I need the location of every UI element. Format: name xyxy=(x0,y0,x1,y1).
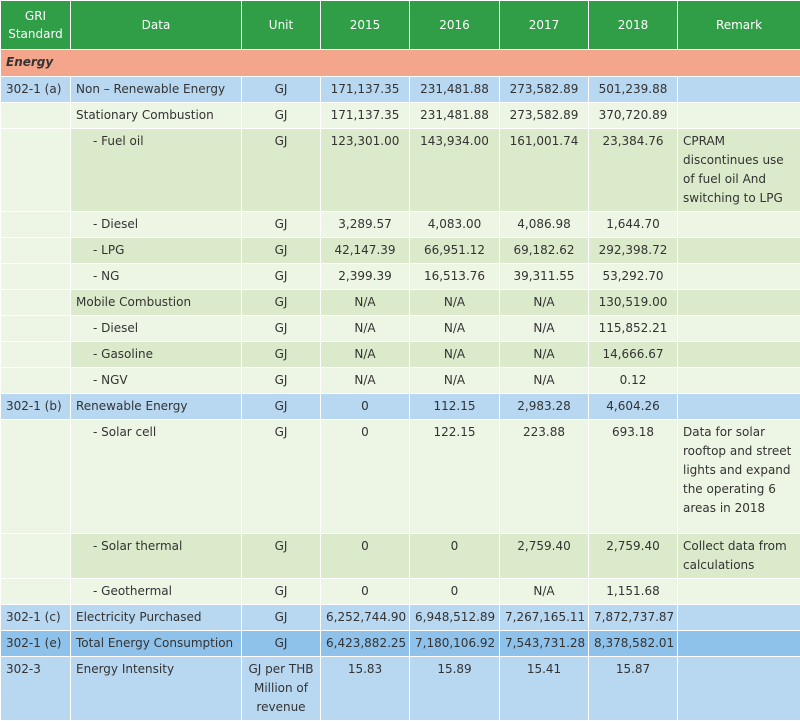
gri-cell xyxy=(1,420,71,534)
gri-cell xyxy=(1,579,71,605)
gri-cell xyxy=(1,534,71,579)
value-2018: 130,519.00 xyxy=(589,290,678,316)
gri-cell xyxy=(1,368,71,394)
value-2015: 0 xyxy=(321,534,410,579)
value-2017: 7,543,731.28 xyxy=(500,631,589,657)
unit-cell: GJ xyxy=(242,238,321,264)
value-2018: 370,720.89 xyxy=(589,103,678,129)
data-cell: - Diesel xyxy=(71,212,242,238)
value-2018: 115,852.21 xyxy=(589,316,678,342)
gri-cell xyxy=(1,103,71,129)
value-2017: 7,267,165.11 xyxy=(500,605,589,631)
remark-cell xyxy=(678,657,800,721)
header-2018: 2018 xyxy=(589,1,678,50)
value-2017: 39,311.55 xyxy=(500,264,589,290)
table-row xyxy=(1,657,800,721)
value-2016: 0 xyxy=(410,579,500,605)
gri-cell: 302-1 (a) xyxy=(1,77,71,103)
value-2018: 1,644.70 xyxy=(589,212,678,238)
value-2016: 4,083.00 xyxy=(410,212,500,238)
value-2015: 171,137.35 xyxy=(321,77,410,103)
value-2018: 4,604.26 xyxy=(589,394,678,420)
header-data: Data xyxy=(71,1,242,50)
data-cell: - NG xyxy=(71,264,242,290)
value-2017: 273,582.89 xyxy=(500,103,589,129)
data-cell: - Geothermal xyxy=(71,579,242,605)
value-2016: N/A xyxy=(410,342,500,368)
table-row xyxy=(1,290,800,316)
table-row xyxy=(1,238,800,264)
gri-cell: 302-1 (b) xyxy=(1,394,71,420)
value-2016: N/A xyxy=(410,290,500,316)
value-2016: 112.15 xyxy=(410,394,500,420)
table-row xyxy=(1,316,800,342)
header-gri: GRI Standard xyxy=(1,1,71,50)
remark-cell xyxy=(678,394,800,420)
gri-cell: 302-1 (c) xyxy=(1,605,71,631)
data-cell: - LPG xyxy=(71,238,242,264)
value-2016: N/A xyxy=(410,316,500,342)
unit-cell: GJ xyxy=(242,129,321,212)
value-2015: 15.83 xyxy=(321,657,410,721)
value-2017: 273,582.89 xyxy=(500,77,589,103)
value-2015: 171,137.35 xyxy=(321,103,410,129)
header-2015: 2015 xyxy=(321,1,410,50)
remark-cell xyxy=(678,342,800,368)
value-2016: N/A xyxy=(410,368,500,394)
table-row xyxy=(1,77,800,103)
unit-cell: GJ xyxy=(242,534,321,579)
gri-cell xyxy=(1,264,71,290)
value-2018: 15.87 xyxy=(589,657,678,721)
value-2018: 693.18 xyxy=(589,420,678,534)
value-2017: 2,983.28 xyxy=(500,394,589,420)
remark-cell xyxy=(678,238,800,264)
value-2015: 2,399.39 xyxy=(321,264,410,290)
unit-cell: GJ per THB Million of revenue xyxy=(242,657,321,721)
value-2018: 23,384.76 xyxy=(589,129,678,212)
value-2015: 3,289.57 xyxy=(321,212,410,238)
table-row xyxy=(1,129,800,212)
remark-cell xyxy=(678,579,800,605)
value-2018: 8,378,582.01 xyxy=(589,631,678,657)
value-2018: 53,292.70 xyxy=(589,264,678,290)
table-row xyxy=(1,420,800,534)
gri-cell xyxy=(1,290,71,316)
value-2015: N/A xyxy=(321,368,410,394)
value-2016: 231,481.88 xyxy=(410,77,500,103)
value-2017: 2,759.40 xyxy=(500,534,589,579)
unit-cell: GJ xyxy=(242,103,321,129)
section-row xyxy=(1,50,800,77)
value-2017: 161,001.74 xyxy=(500,129,589,212)
remark-cell: Collect data from calculations xyxy=(678,534,800,579)
value-2017: N/A xyxy=(500,579,589,605)
unit-cell: GJ xyxy=(242,368,321,394)
data-cell: Renewable Energy xyxy=(71,394,242,420)
remark-cell xyxy=(678,316,800,342)
gri-cell xyxy=(1,238,71,264)
table-row xyxy=(1,264,800,290)
value-2016: 16,513.76 xyxy=(410,264,500,290)
table-row xyxy=(1,342,800,368)
unit-cell: GJ xyxy=(242,420,321,534)
gri-cell xyxy=(1,316,71,342)
data-cell: Energy Intensity xyxy=(71,657,242,721)
value-2015: 0 xyxy=(321,394,410,420)
value-2017: 223.88 xyxy=(500,420,589,534)
remark-cell xyxy=(678,605,800,631)
unit-cell: GJ xyxy=(242,631,321,657)
value-2017: N/A xyxy=(500,368,589,394)
unit-cell: GJ xyxy=(242,579,321,605)
value-2017: N/A xyxy=(500,290,589,316)
unit-cell: GJ xyxy=(242,290,321,316)
header-unit: Unit xyxy=(242,1,321,50)
header-2017: 2017 xyxy=(500,1,589,50)
value-2018: 7,872,737.87 xyxy=(589,605,678,631)
value-2015: N/A xyxy=(321,342,410,368)
data-cell: - Solar thermal xyxy=(71,534,242,579)
value-2015: 0 xyxy=(321,420,410,534)
gri-cell xyxy=(1,342,71,368)
data-cell: - Diesel xyxy=(71,316,242,342)
value-2017: 4,086.98 xyxy=(500,212,589,238)
value-2016: 15.89 xyxy=(410,657,500,721)
value-2018: 501,239.88 xyxy=(589,77,678,103)
table-row xyxy=(1,394,800,420)
unit-cell: GJ xyxy=(242,264,321,290)
gri-cell: 302-3 xyxy=(1,657,71,721)
value-2016: 66,951.12 xyxy=(410,238,500,264)
remark-cell xyxy=(678,103,800,129)
unit-cell: GJ xyxy=(242,342,321,368)
table-row xyxy=(1,534,800,579)
header-row xyxy=(1,1,800,50)
value-2015: 123,301.00 xyxy=(321,129,410,212)
gri-cell: 302-1 (e) xyxy=(1,631,71,657)
data-cell: Total Energy Consumption xyxy=(71,631,242,657)
value-2016: 122.15 xyxy=(410,420,500,534)
value-2016: 231,481.88 xyxy=(410,103,500,129)
data-cell: Stationary Combustion xyxy=(71,103,242,129)
section-title: Energy xyxy=(1,50,800,77)
data-cell: Non – Renewable Energy xyxy=(71,77,242,103)
table-row xyxy=(1,103,800,129)
header-remark: Remark xyxy=(678,1,800,50)
data-cell: - Fuel oil xyxy=(71,129,242,212)
value-2017: N/A xyxy=(500,342,589,368)
value-2018: 2,759.40 xyxy=(589,534,678,579)
value-2015: 6,423,882.25 xyxy=(321,631,410,657)
unit-cell: GJ xyxy=(242,394,321,420)
table-row xyxy=(1,368,800,394)
gri-cell xyxy=(1,129,71,212)
table-row xyxy=(1,631,800,657)
value-2017: N/A xyxy=(500,316,589,342)
data-cell: - Gasoline xyxy=(71,342,242,368)
remark-cell xyxy=(678,212,800,238)
value-2017: 15.41 xyxy=(500,657,589,721)
unit-cell: GJ xyxy=(242,212,321,238)
value-2015: 0 xyxy=(321,579,410,605)
table-row xyxy=(1,212,800,238)
unit-cell: GJ xyxy=(242,605,321,631)
table-row xyxy=(1,579,800,605)
data-cell: - NGV xyxy=(71,368,242,394)
value-2015: 42,147.39 xyxy=(321,238,410,264)
remark-cell xyxy=(678,368,800,394)
remark-cell: CPRAM discontinues use of fuel oil And switching to LPG xyxy=(678,129,800,212)
value-2016: 7,180,106.92 xyxy=(410,631,500,657)
unit-cell: GJ xyxy=(242,77,321,103)
remark-cell xyxy=(678,631,800,657)
value-2018: 0.12 xyxy=(589,368,678,394)
value-2016: 0 xyxy=(410,534,500,579)
value-2015: N/A xyxy=(321,316,410,342)
value-2015: N/A xyxy=(321,290,410,316)
value-2016: 6,948,512.89 xyxy=(410,605,500,631)
value-2016: 143,934.00 xyxy=(410,129,500,212)
value-2018: 14,666.67 xyxy=(589,342,678,368)
data-cell: Electricity Purchased xyxy=(71,605,242,631)
gri-cell xyxy=(1,212,71,238)
remark-cell xyxy=(678,77,800,103)
table-row xyxy=(1,605,800,631)
value-2015: 6,252,744.90 xyxy=(321,605,410,631)
value-2018: 292,398.72 xyxy=(589,238,678,264)
value-2018: 1,151.68 xyxy=(589,579,678,605)
remark-cell: Data for solar rooftop and street lights and expand the operating 6 areas in 2018 xyxy=(678,420,800,534)
data-cell: Mobile Combustion xyxy=(71,290,242,316)
value-2017: 69,182.62 xyxy=(500,238,589,264)
header-2016: 2016 xyxy=(410,1,500,50)
unit-cell: GJ xyxy=(242,316,321,342)
remark-cell xyxy=(678,290,800,316)
remark-cell xyxy=(678,264,800,290)
data-cell: - Solar cell xyxy=(71,420,242,534)
